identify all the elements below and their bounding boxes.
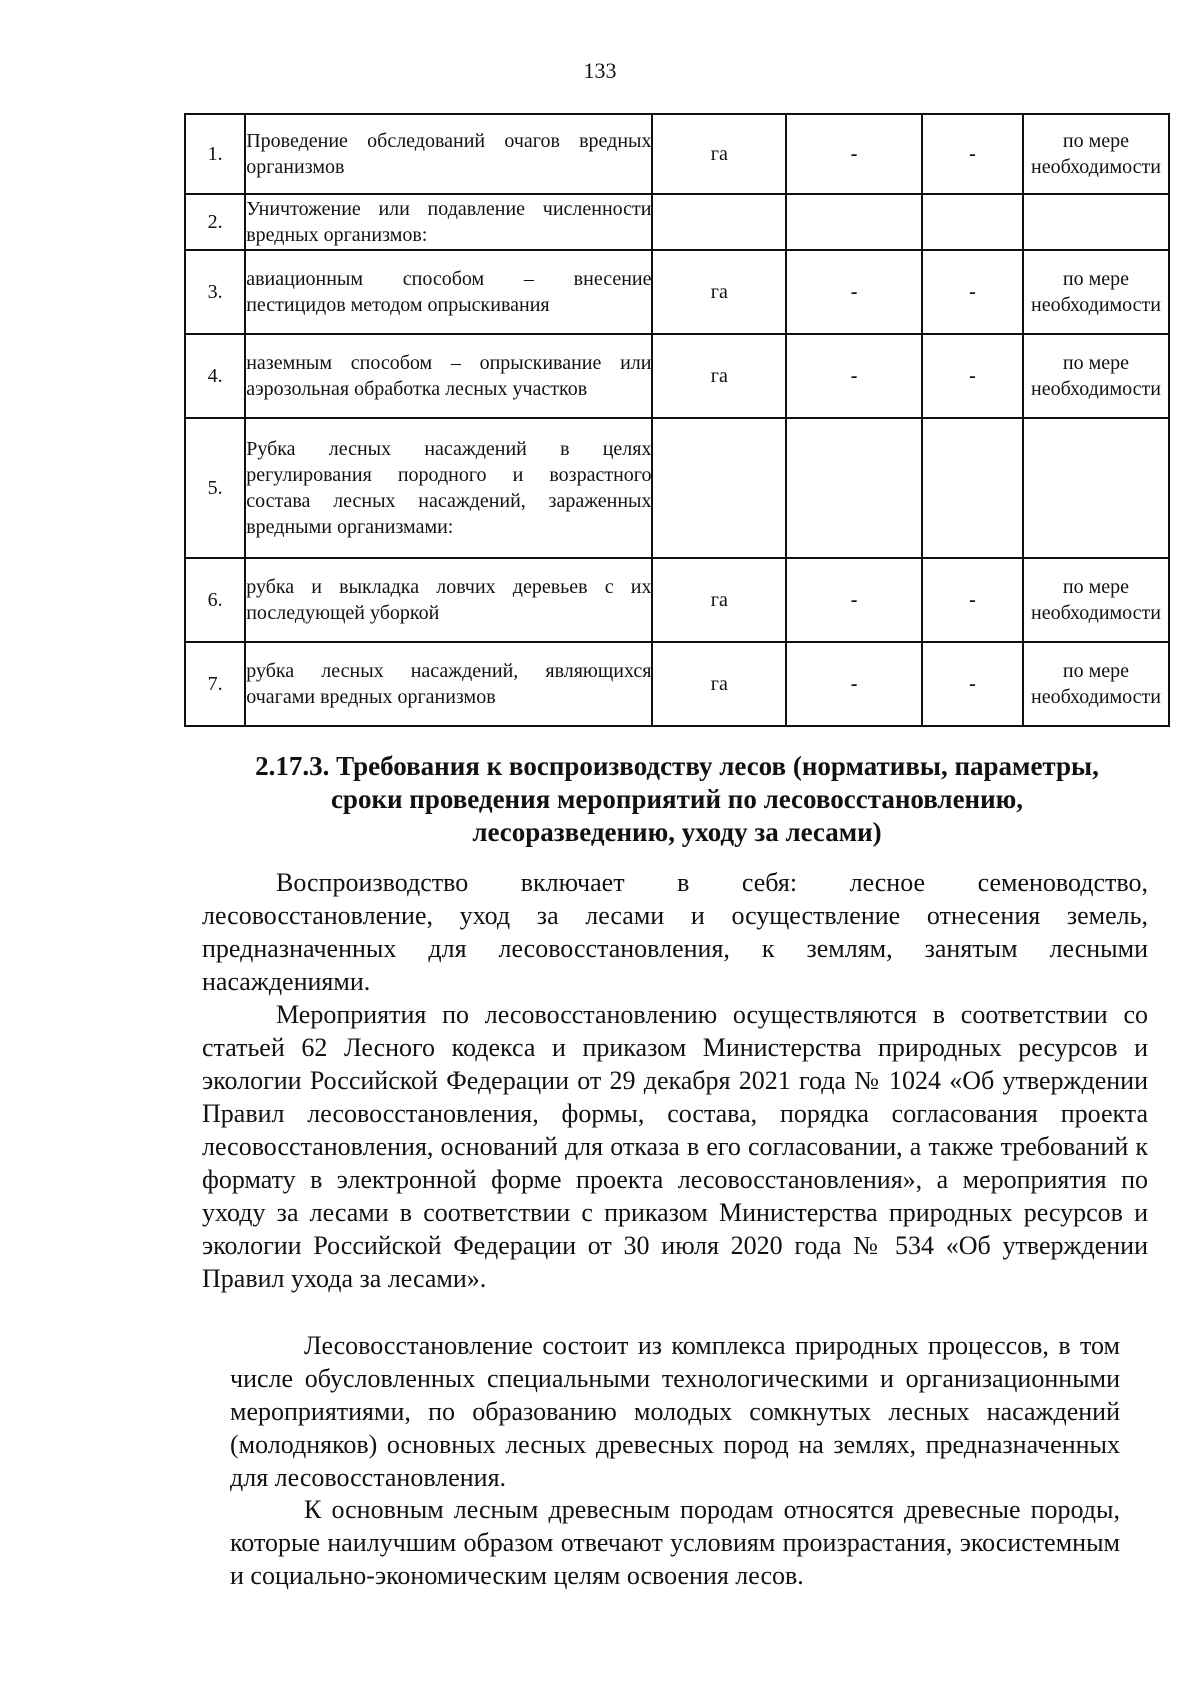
row-number: 2. [185, 194, 245, 250]
table-row [185, 194, 1169, 250]
value-cell: - [922, 558, 1023, 642]
body-paragraph: К основным лесным древесным породам относятся древесные породы, которые наилучшим образом отвечают условиям произрастания, экосистемным и социально-экономическим целям освоения лесов. [230, 1495, 1120, 1590]
term-cell: по мере необходимости [1023, 642, 1169, 726]
table-row [185, 642, 1169, 726]
unit-cell: га [652, 642, 786, 726]
section-heading [184, 750, 1170, 849]
activity-name: Уничтожение или подавление численности вредных организмов: [245, 194, 652, 250]
body-paragraph: Мероприятия по лесовосстановлению осуществляются в соответствии со статьей 62 Лесного кодекса и приказом Министерства природных ресурсов и экологии Российской Федерации от 29 декабря 2021 года № 1024 «Об утверждении Правил лесовосстановления, формы, состава, порядка согласования проекта лесовосстановления, оснований для отказа в его согласовании, а также требований к формату в электронной форме проекта лесовосстановления», а мероприятия по уходу за лесами в соответствии с приказом Министерства природных ресурсов и экологии Российской Федерации от 30 июля 2020 года № 534 «Об утверждении Правил ухода за лесами». [202, 1000, 1148, 1293]
value-cell: - [786, 334, 922, 418]
value-cell [922, 194, 1023, 250]
unit-cell [652, 194, 786, 250]
unit-cell [652, 418, 786, 558]
heading-line: лесоразведению, уходу за лесами) [472, 817, 882, 847]
activity-name: Проведение обследований очагов вредных организмов [245, 114, 652, 194]
term-cell: по мере необходимости [1023, 114, 1169, 194]
value-cell: - [922, 114, 1023, 194]
table-row [185, 250, 1169, 334]
value-cell: - [922, 250, 1023, 334]
value-cell: - [922, 642, 1023, 726]
activity-name: рубка и выкладка ловчих деревьев с их последующей уборкой [245, 558, 652, 642]
body-paragraph: Лесовосстановление состоит из комплекса природных процессов, в том числе обусловленных специальными технологическими и организационными мероприятиями, по образованию молодых сомкнутых лесных насаждений (молодняков) основных лесных древесных пород на землях, предназначенных для лесовосстановления. [230, 1331, 1120, 1492]
value-cell [922, 418, 1023, 558]
page-number: 133 [583, 58, 617, 83]
term-cell: по мере необходимости [1023, 558, 1169, 642]
term-cell: по мере необходимости [1023, 334, 1169, 418]
body-paragraph: Воспроизводство включает в себя: лесное семеноводство, лесовосстановление, уход за лесами и осуществление отнесения земель, предназначенных для лесовосстановления, к землям, занятым лесными насаждениями. [202, 868, 1148, 996]
row-number: 7. [185, 642, 245, 726]
value-cell: - [786, 250, 922, 334]
heading-line: сроки проведения мероприятий по лесовосстановлению, [330, 784, 1024, 814]
table-row [185, 418, 1169, 558]
table-row [185, 334, 1169, 418]
value-cell: - [786, 558, 922, 642]
activity-name: рубка лесных насаждений, являющихся очагами вредных организмов [245, 642, 652, 726]
unit-cell: га [652, 114, 786, 194]
value-cell: - [786, 114, 922, 194]
row-number: 1. [185, 114, 245, 194]
value-cell: - [922, 334, 1023, 418]
unit-cell: га [652, 334, 786, 418]
forest-protection-table [184, 113, 1170, 727]
heading-line: 2.17.3. Требования к воспроизводству лесов (нормативы, параметры, [255, 751, 1099, 781]
unit-cell: га [652, 558, 786, 642]
unit-cell: га [652, 250, 786, 334]
row-number: 4. [185, 334, 245, 418]
row-number: 5. [185, 418, 245, 558]
row-number: 6. [185, 558, 245, 642]
table-row [185, 114, 1169, 194]
table-row [185, 558, 1169, 642]
activity-name: наземным способом – опрыскивание или аэрозольная обработка лесных участков [245, 334, 652, 418]
value-cell [786, 418, 922, 558]
value-cell: - [786, 642, 922, 726]
activity-name: Рубка лесных насаждений в целях регулирования породного и возрастного состава лесных насаждений, зараженных вредными организмами: [245, 418, 652, 558]
row-number: 3. [185, 250, 245, 334]
term-cell: по мере необходимости [1023, 250, 1169, 334]
term-cell [1023, 194, 1169, 250]
value-cell [786, 194, 922, 250]
activity-name: авиационным способом – внесение пестицидов методом опрыскивания [245, 250, 652, 334]
term-cell [1023, 418, 1169, 558]
